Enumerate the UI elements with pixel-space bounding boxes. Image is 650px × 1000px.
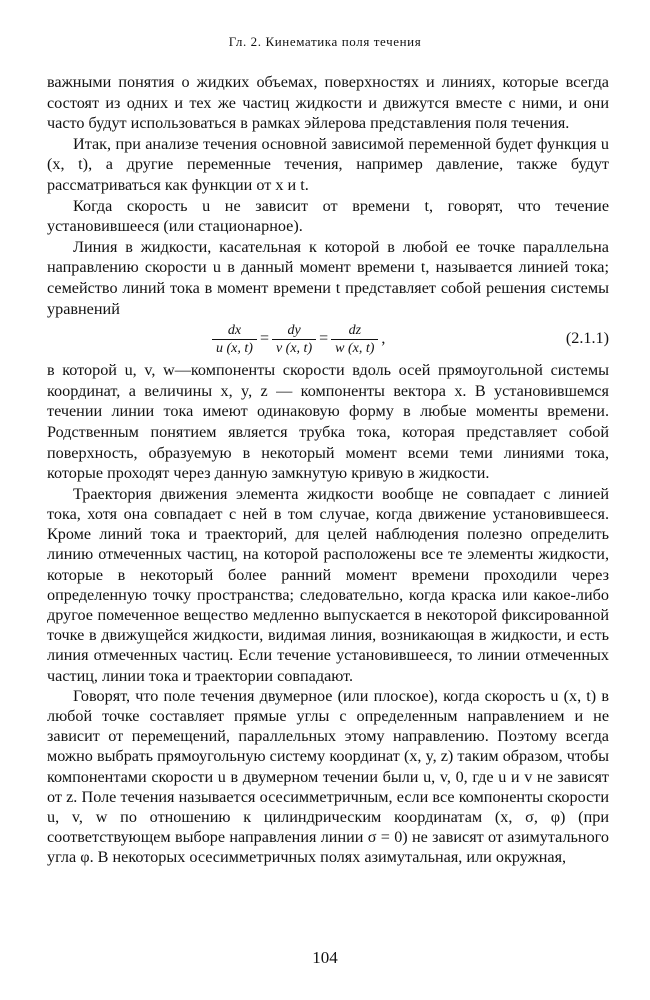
equation-body [212,320,388,358]
paragraph-3: Когда скорость u не зависит от времени t, говорят, что течение установившееся (или стационарное). [47,196,609,236]
running-header: Гл. 2. Кинематика поля течения [228,34,422,49]
equals-sign: = [319,329,329,347]
fraction-numerator: dy [287,322,301,338]
paragraph-5: в которой u, v, w—компоненты скорости вдоль осей прямоугольной системы координат, а величины x, y, z — компоненты вектора x. В установившемся течении линии тока имеют одинаковую форму в любые моменты времени. Родственным понятием является трубка тока, которая представляет собой поверхность, образуемую в некоторый момент всеми теми линиями тока, которые проходят через данную замкнутую кривую в жидкости. [47,361,609,483]
comma: , [381,329,386,347]
main-text [47,72,609,868]
fraction-dz [331,322,378,357]
fraction-dy [272,322,316,357]
equation-2-1-1 [47,320,609,358]
fraction-dx [212,322,257,357]
equation-number: (2.1.1) [565,329,609,348]
fraction-denominator: v (x, t) [272,339,316,357]
fraction-denominator: u (x, t) [212,339,257,357]
paragraph-4: Линия в жидкости, касательная к которой в любой ее точке параллельна направлению скорости u в данный момент времени t, называется линией тока; семейство линий тока в момент времени t представляет собой решения системы уравнений [47,237,609,318]
paragraph-6: Траектория движения элемента жидкости вообще не совпадает с линией тока, хотя она совпадает с ней в том случае, когда движение установившееся. Кроме линий тока и траекторий, для целей наблюдения полезно определить линию отмеченных частиц, на которой расположены все те элементы жидкости, которые в некоторый более ранний момент времени проходили через определенную точку пространства; следовательно, когда краска или какое-либо другое помеченное вещество медленно выпускается в некоторой фиксированной точке в движущейся жидкости, видимая линия, возникающая в жидкости, и есть линия отмеченных частиц. Если течение установившееся, то линии отмеченных частиц, линии тока и траектории совпадают. [47,484,609,685]
equals-sign: = [259,329,269,347]
fraction-numerator: dz [348,322,362,338]
paragraph-7: Говорят, что поле течения двумерное (или плоское), когда скорость u (x, t) в любой точке составляет прямые углы с определенным направлением и не зависит от перемещений, параллельных этому направлению. Поэтому всегда можно выбрать прямоугольную систему координат (x, y, z) таким образом, чтобы компонентами скорости u в двумерном течении были u, v, 0, где u и v не зависят от z. Поле течения называется осесимметричным, если все компоненты скорости u, v, w по отношению к цилиндрическим координатам (x, σ, φ) (при соответствующем выборе направления линии σ = 0) не зависят от азимутального угла φ. В некоторых осесимметричных полях азимутальная, или окружная, [47,686,609,867]
fraction-denominator: w (x, t) [331,339,378,357]
paragraph-1: важными понятия о жидких объемах, поверхностях и линиях, которые всегда состоят из одних и тех же частиц жидкости и движутся вместе с ними, и они часто будут использоваться в рамках эйлерова представления поля течения. [47,73,609,133]
page-number: 104 [312,948,338,967]
fraction-numerator: dx [227,322,242,338]
paragraph-2: Итак, при анализе течения основной зависимой переменной будет функция u (x, t), а другие переменные течения, например давление, также будут рассматриваться как функции от x и t. [47,134,609,194]
